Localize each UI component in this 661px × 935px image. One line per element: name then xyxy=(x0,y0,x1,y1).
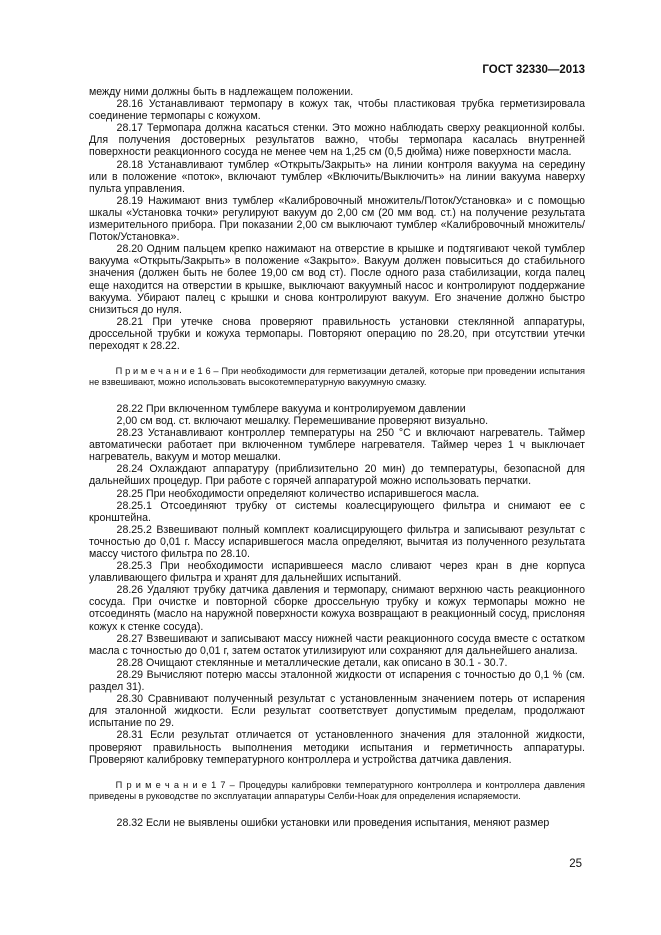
paragraph-28-29: 28.29 Вычисляют потерю массы эталонной жидкости от испарения с точностью до 0,1 % (см. раздел 31). xyxy=(89,668,585,694)
paragraph-28-23: 28.23 Устанавливают контроллер температуры на 250 °С и включают нагреватель. Таймер автоматически работает при включенном тумблере нагревателя. Таймер через 1 ч выключает нагреватель, вакуум и мотор мешалки. xyxy=(89,427,585,464)
paragraph-28-31: 28.31 Если результат отличается от установленного значения для эталонной жидкости, проверяют правильность выполнения методики испытания и герметичность аппаратуры. Проверяют калибровку температурного контроллера и устройства датчика давления. xyxy=(89,729,585,766)
paragraph-28-27: 28.27 Взвешивают и записывают массу нижней части реакционного сосуда вместе с остатком масла с точностью до 0,01 г, затем остаток утилизируют или сохраняют для дальнейшего анализа. xyxy=(89,632,585,657)
paragraph-continuation: между ними должны быть в надлежащем положении. xyxy=(89,86,354,98)
paragraph-28-30: 28.30 Сравнивают полученный результат с установленным значением потерь от испарения для эталонной жидкости. Если результат соответствует допустимым пределам, продолжают испытание по 29. xyxy=(89,693,585,730)
paragraph-28-18: 28.18 Устанавливают тумблер «Открыть/Закрыть» на линии контроля вакуума на середину или в положение «поток», включают тумблер «Включить/Выключить» на линии вакуума наверху пульта управления. xyxy=(89,158,585,195)
paragraph-28-21: 28.21 При утечке снова проверяют правильность установки стеклянной аппаратуры, дроссельной трубки и кожуха термопары. Повторяют операцию по 28.20, при отсутствии утечки переходят к 28.22. xyxy=(89,315,585,352)
paragraph-28-22: 28.22 При включенном тумблере вакуума и контролируемом давлении xyxy=(116,402,466,415)
paragraph-28-25: 28.25 При необходимости определяют количество испарившегося масла. xyxy=(116,487,480,500)
page-number: 25 xyxy=(569,858,582,870)
paragraph-28-28: 28.28 Очищают стеклянные и металлические детали, как описано в 30.1 - 30.7. xyxy=(116,656,508,669)
paragraph-28-25-1: 28.25.1 Отсоединяют трубку от системы коалесцирующего фильтра и снимают ее с кронштейна. xyxy=(89,499,585,524)
paragraph-28-19: 28.19 Нажимают вниз тумблер «Калибровочный множитель/Поток/Установка» и с помощью шкалы «Установка точки» регулируют вакуум до 2,00 см (20 мм вод. ст.) на получение результата измерительного прибора. При показании 2,00 см выключают тумблер «Калибровочный множитель/Поток/Установка». xyxy=(89,194,585,244)
document-id: ГОСТ 32330—2013 xyxy=(482,64,585,76)
note-16: П р и м е ч а н и е 1 6 – При необходимости для герметизации деталей, которые при проведении испытания не взвешивают, можно использовать высокотемпературную вакуумную смазку. xyxy=(89,366,585,388)
paragraph-28-25-3: 28.25.3 При необходимости испарившееся масло сливают через кран в дне корпуса улавливающего фильтра и хранят для дальнейших испытаний. xyxy=(89,560,585,585)
paragraph-28-22-cont: 2,00 см вод. ст. включают мешалку. Перемешивание проверяют визуально. xyxy=(116,414,489,427)
paragraph-28-26: 28.26 Удаляют трубку датчика давления и термопару, снимают верхнюю часть реакционного сосуда. При очистке и повторной сборке дроссельную трубку и кожух термопары можно не отсоединять (масло на наружной поверхности кожуха возвращают в реакционный сосуд, прислоняя кожух к стенке сосуда). xyxy=(89,584,585,633)
page-content xyxy=(89,86,585,829)
paragraph-28-16: 28.16 Устанавливают термопару в кожух так, чтобы пластиковая трубка герметизировала соединение термопары с кожухом. xyxy=(89,98,585,123)
paragraph-28-20: 28.20 Одним пальцем крепко нажимают на отверстие в крышке и подтягивают чекой тумблер вакуума «Открыть/Закрыть» в положение «Закрыто». Вакуум должен повыситься до стабильного значения (должен быть не более 19,00 см вод ст). После одного раза стабилизации, когда палец еще находится на отверстии в крышке, выключают вакуумный насос и контролируют поддержание вакуума. Убирают палец с крышки и снова контролируют вакуум. Его значение должно быстро снизиться до нуля. xyxy=(89,243,585,316)
paragraph-28-17: 28.17 Термопара должна касаться стенки. Это можно наблюдать сверху реакционной колбы. Для получения достоверных результатов важно, чтобы термопара касалась внутренней поверхности реакционного сосуда не менее чем на 1,25 см (0,5 дюйма) ниже поверхности масла. xyxy=(89,122,585,159)
note-17: П р и м е ч а н и е 1 7 – Процедуры калибровки температурного контроллера и контроллера давления приведены в руководстве по эксплуатации аппаратуры Селби-Ноак для определения испаряемости. xyxy=(89,779,585,802)
paragraph-28-32: 28.32 Если не выявлены ошибки установки или проведения испытания, меняют размер xyxy=(116,816,550,829)
paragraph-28-25-2: 28.25.2 Взвешивают полный комплект коалисцирующего фильтра и записывают результат с точностью до 0,01 г. Массу испарившегося масла определяют, вычитая из полученного результата массу чистого фильтра по 28.10. xyxy=(89,523,585,560)
paragraph-28-24: 28.24 Охлаждают аппаратуру (приблизительно 20 мин) до температуры, безопасной для дальнейших процедур. При работе с горячей аппаратурой можно использовать перчатки. xyxy=(89,463,585,488)
